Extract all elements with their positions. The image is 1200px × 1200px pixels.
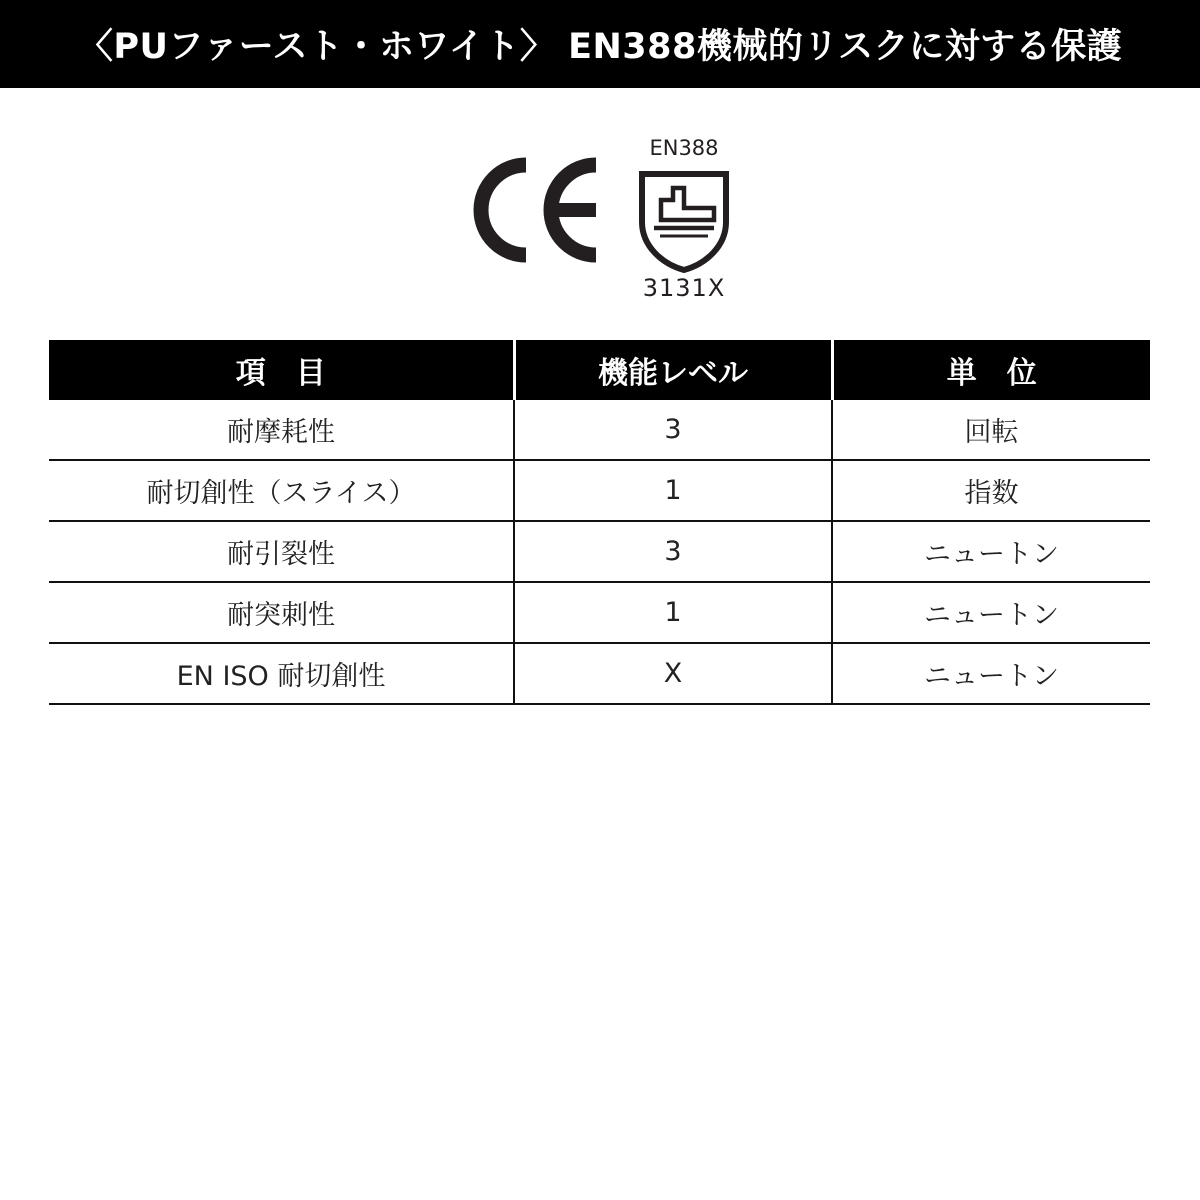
table-row xyxy=(49,521,1150,582)
header-bar xyxy=(0,0,1200,88)
level-cell: 3 xyxy=(514,521,832,582)
table-row xyxy=(49,643,1150,704)
level-cell: 1 xyxy=(514,582,832,643)
unit-cell: 回転 xyxy=(832,400,1150,460)
item-cell: 耐引裂性 xyxy=(49,521,514,582)
column-header-unit: 単 位 xyxy=(832,340,1150,400)
en-standard-label: EN388 xyxy=(649,136,719,160)
level-cell: 1 xyxy=(514,460,832,521)
unit-cell: ニュートン xyxy=(832,643,1150,704)
unit-cell: ニュートン xyxy=(832,582,1150,643)
performance-table xyxy=(49,340,1150,705)
page-title: 〈PUファースト・ホワイト〉 EN388機械的リスクに対する保護 xyxy=(77,27,1123,67)
ce-mark-icon xyxy=(468,152,604,268)
table-header-row xyxy=(49,340,1150,400)
hammer-shield-icon xyxy=(638,170,730,274)
item-cell: EN ISO 耐切創性 xyxy=(49,643,514,704)
item-cell: 耐摩耗性 xyxy=(49,400,514,460)
table-row xyxy=(49,400,1150,460)
en388-badge xyxy=(628,136,740,306)
column-header-item: 項 目 xyxy=(49,340,514,400)
level-cell: X xyxy=(514,643,832,704)
column-header-level: 機能レベル xyxy=(514,340,832,400)
certification-logos xyxy=(0,130,1200,310)
item-cell: 耐切創性（スライス） xyxy=(49,460,514,521)
level-cell: 3 xyxy=(514,400,832,460)
unit-cell: 指数 xyxy=(832,460,1150,521)
unit-cell: ニュートン xyxy=(832,521,1150,582)
item-cell: 耐突刺性 xyxy=(49,582,514,643)
table-row xyxy=(49,460,1150,521)
en-rating-code: 3131X xyxy=(642,274,726,302)
table-row xyxy=(49,582,1150,643)
